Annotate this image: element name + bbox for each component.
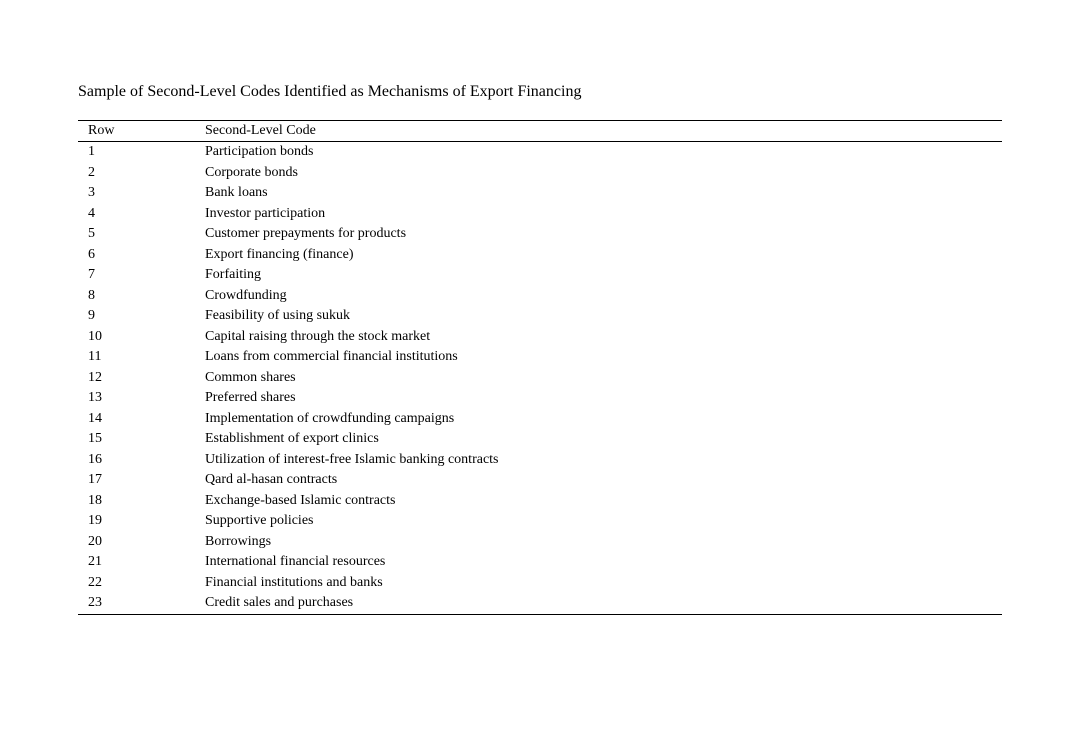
row-number-cell: 12 [88, 369, 102, 385]
table-row [78, 409, 1002, 430]
second-level-code-cell: Corporate bonds [205, 164, 298, 180]
codes-table-container [78, 120, 1002, 615]
second-level-code-cell: Establishment of export clinics [205, 431, 379, 446]
codes-table [78, 120, 1002, 615]
row-number-cell: 8 [88, 287, 95, 303]
row-number-cell: 2 [88, 164, 95, 180]
second-level-code-cell: Financial institutions and banks [205, 574, 383, 590]
table-row [78, 183, 1002, 204]
second-level-code-cell: Utilization of interest-free Islamic banking contracts [205, 451, 499, 467]
row-number-cell: 9 [88, 308, 95, 323]
table-row [78, 265, 1002, 286]
table-row [78, 450, 1002, 471]
row-number-cell: 13 [88, 390, 102, 405]
table-row [78, 511, 1002, 532]
second-level-code-cell: Bank loans [205, 185, 268, 200]
row-number-cell: 3 [88, 185, 95, 200]
second-level-code-cell: Forfaiting [205, 267, 261, 282]
table-body [78, 142, 1002, 615]
row-number-cell: 10 [88, 328, 102, 344]
row-number-cell: 15 [88, 431, 102, 446]
row-number-cell: 14 [88, 410, 102, 426]
row-number-cell: 1 [88, 144, 95, 159]
second-level-code-cell: Borrowings [205, 533, 272, 549]
second-level-code-cell: Common shares [205, 369, 296, 385]
table-row [78, 593, 1002, 614]
table-row [78, 347, 1002, 368]
second-level-code-cell: Preferred shares [205, 390, 296, 405]
table-row [78, 142, 1002, 163]
row-number-cell: 21 [88, 554, 102, 569]
table-row [78, 163, 1002, 184]
table-row [78, 224, 1002, 245]
row-number-cell: 23 [88, 595, 102, 610]
row-number-cell: 11 [88, 349, 102, 364]
table-row [78, 204, 1002, 225]
second-level-code-cell: Credit sales and purchases [205, 595, 354, 610]
row-number-cell: 5 [88, 226, 95, 241]
row-number-cell: 22 [88, 574, 102, 590]
row-number-cell: 6 [88, 246, 95, 262]
table-row [78, 552, 1002, 573]
table-row [78, 532, 1002, 553]
table-row [78, 368, 1002, 389]
second-level-code-cell: International financial resources [205, 554, 386, 569]
row-number-cell: 20 [88, 533, 102, 549]
second-level-code-cell: Supportive policies [205, 513, 314, 528]
table-row [78, 245, 1002, 266]
table-row [78, 388, 1002, 409]
row-number-cell: 7 [88, 267, 95, 282]
header-row [78, 121, 1002, 142]
row-number-cell: 17 [88, 472, 102, 487]
table-row [78, 470, 1002, 491]
table-row [78, 491, 1002, 512]
header-second-level-code: Second-Level Code [205, 123, 316, 138]
second-level-code-cell: Exchange-based Islamic contracts [205, 492, 396, 508]
row-number-cell: 19 [88, 513, 102, 528]
table-row [78, 573, 1002, 594]
table-row [78, 429, 1002, 450]
table-row [78, 286, 1002, 307]
second-level-code-cell: Loans from commercial financial institutions [205, 349, 458, 364]
second-level-code-cell: Customer prepayments for products [205, 226, 407, 241]
table-row [78, 327, 1002, 348]
table-header [78, 121, 1002, 142]
table-row [78, 306, 1002, 327]
second-level-code-cell: Qard al-hasan contracts [205, 472, 338, 487]
row-number-cell: 16 [88, 451, 102, 467]
second-level-code-cell: Crowdfunding [205, 287, 287, 303]
row-number-cell: 4 [88, 205, 95, 221]
table-caption: Sample of Second-Level Codes Identified as Mechanisms of Export Financing [78, 83, 582, 100]
second-level-code-cell: Investor participation [205, 205, 326, 221]
second-level-code-cell: Implementation of crowdfunding campaigns [205, 410, 455, 426]
row-number-cell: 18 [88, 492, 102, 508]
second-level-code-cell: Capital raising through the stock market [205, 328, 431, 344]
second-level-code-cell: Feasibility of using sukuk [205, 308, 351, 323]
header-row-number: Row [88, 123, 115, 138]
second-level-code-cell: Participation bonds [205, 144, 314, 159]
second-level-code-cell: Export financing (finance) [205, 246, 354, 262]
